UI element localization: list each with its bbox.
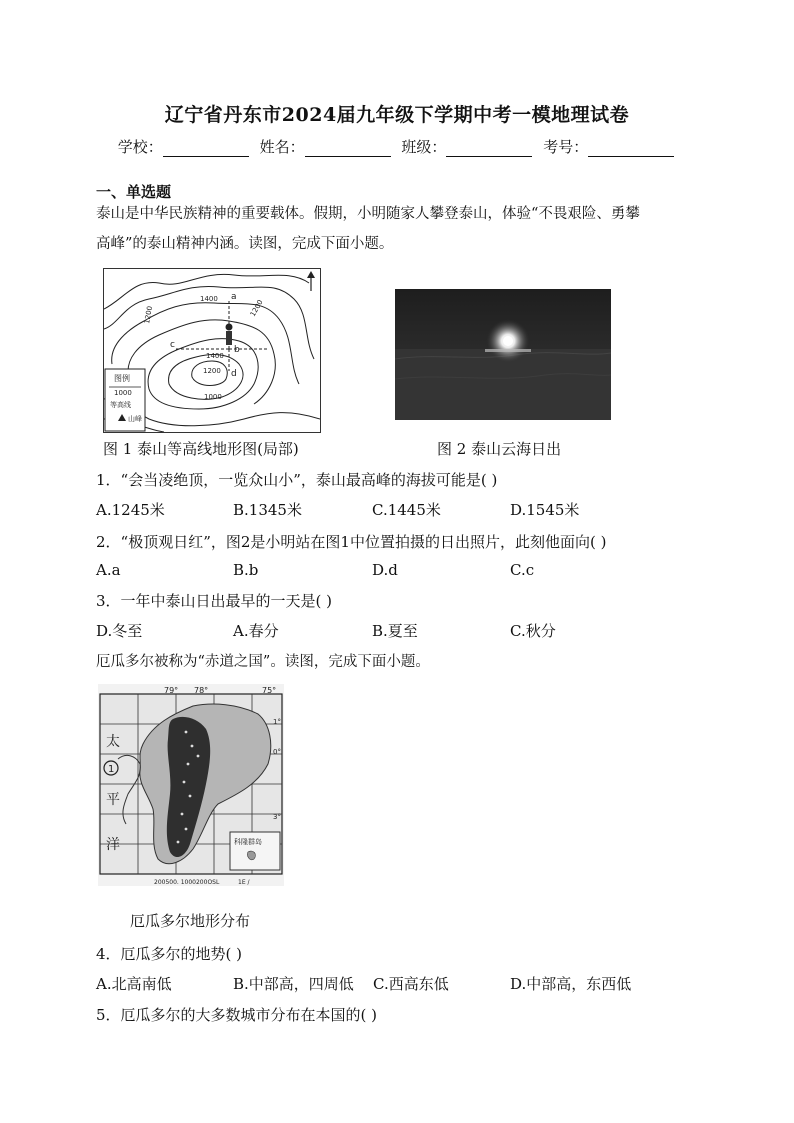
label-1200-center: 1200 [203,367,221,375]
sunrise-photo-svg [395,289,611,420]
section-heading: 一、单选题 [96,183,172,201]
school-blank[interactable] [163,142,249,157]
lon75-label: 75° [262,686,277,695]
intro-line-2: 高峰”的泰山精神内涵。读图，完成下面小题。 [96,236,394,252]
q2-option-a[interactable]: A.a [96,561,121,579]
name-field[interactable] [260,136,393,157]
question-1-stem: 1．“会当凌绝顶，一览众山小”，泰山最高峰的海拔可能是( ) [96,471,498,489]
question-4-stem: 4．厄瓜多尔的地势( ) [96,945,243,963]
figure1-caption: 图 1 泰山等高线地形图(局部) [103,440,299,458]
examno-label: 考号： [543,138,589,156]
q1-option-c[interactable]: C.1445米 [372,501,441,519]
q4-option-d[interactable]: D.中部高，东西低 [510,975,632,993]
intro-line-1: 泰山是中华民族精神的重要载体。假期，小明随家人攀登泰山，体验“不畏艰险、勇攀 [96,206,640,222]
scale-label-2: 1E / [238,879,250,886]
label-1000-bottom: 1000 [204,393,222,401]
contour-map-figure [103,268,321,433]
examno-field[interactable] [543,136,676,157]
name-blank[interactable] [305,142,391,157]
question-2-stem: 2．“极顶观日红”，图2是小明站在图1中位置拍摄的日出照片，此刻他面向( ) [96,533,607,551]
sunrise-photo [395,289,611,420]
ecuador-map-figure [98,684,284,886]
q2-option-b[interactable]: B.b [233,561,259,579]
contour-map-svg [104,269,320,432]
scale-label: 200500. 1000200OSL [154,879,220,886]
school-field[interactable] [118,136,251,157]
q1-option-b[interactable]: B.1345米 [233,501,302,519]
q1-option-d[interactable]: D.1545米 [510,501,580,519]
q2-option-c[interactable]: C.c [510,561,535,579]
class-blank[interactable] [446,142,532,157]
q4-option-c[interactable]: C.西高东低 [373,975,449,993]
label-c: c [170,340,175,350]
north-arrow-icon [307,271,315,291]
legend-1000: 1000 [114,389,132,397]
class-label: 班级： [401,138,447,156]
q3-option-d[interactable]: D.冬至 [96,622,143,640]
figure2-caption: 图 2 泰山云海日出 [437,440,562,458]
label-1400-center: 1400 [206,352,224,360]
q3-option-b[interactable]: B.夏至 [372,622,418,640]
q4-option-a[interactable]: A.北高南低 [96,975,172,993]
class-field[interactable] [401,136,534,157]
q4-option-b[interactable]: B.中部高，四周低 [233,975,354,993]
label-a: a [231,292,237,302]
circled-1-text: 1 [108,764,115,775]
label-1200-right: 1200 [248,298,265,318]
exam-title: 辽宁省丹东市2024届九年级下学期中考一模地理试卷 [164,104,630,126]
examno-blank[interactable] [588,142,674,157]
label-1200-left: 1200 [143,305,155,325]
student-info-line [0,136,794,157]
label-b: b [234,345,240,355]
lon78-label: 78° [194,686,209,695]
legend-peak: 山峰 [128,415,142,423]
question-5-stem: 5．厄瓜多尔的大多数城市分布在本国的( ) [96,1006,378,1024]
lat0-label: 0° [273,748,281,756]
ecuador-intro: 厄瓜多尔被称为“赤道之国”。读图，完成下面小题。 [96,654,430,670]
question-3-stem: 3．一年中泰山日出最早的一天是( ) [96,592,333,610]
ocean-label-tai: 太 [106,734,120,750]
lat1-label: 1° [273,718,281,726]
legend-title: 图例 [114,374,130,383]
name-label: 姓名： [259,138,305,156]
inset-label: 科隆群岛 [234,838,262,846]
school-label: 学校： [117,138,163,156]
lon79-label: 79° [164,686,179,695]
legend-contour: 等高线 [110,401,131,409]
label-1400-top: 1400 [200,295,218,303]
person-marker-icon [226,324,233,346]
ecuador-map-svg [98,684,284,886]
q2-option-d[interactable]: D.d [372,561,398,579]
ocean-label-yang: 洋 [106,837,120,853]
q3-option-c[interactable]: C.秋分 [510,622,556,640]
lat3-label: 3° [273,813,281,821]
label-d: d [231,369,237,379]
figure3-caption: 厄瓜多尔地形分布 [130,912,251,930]
ocean-label-ping: 平 [106,792,120,808]
q1-option-a[interactable]: A.1245米 [96,501,165,519]
q3-option-a[interactable]: A.春分 [233,622,279,640]
